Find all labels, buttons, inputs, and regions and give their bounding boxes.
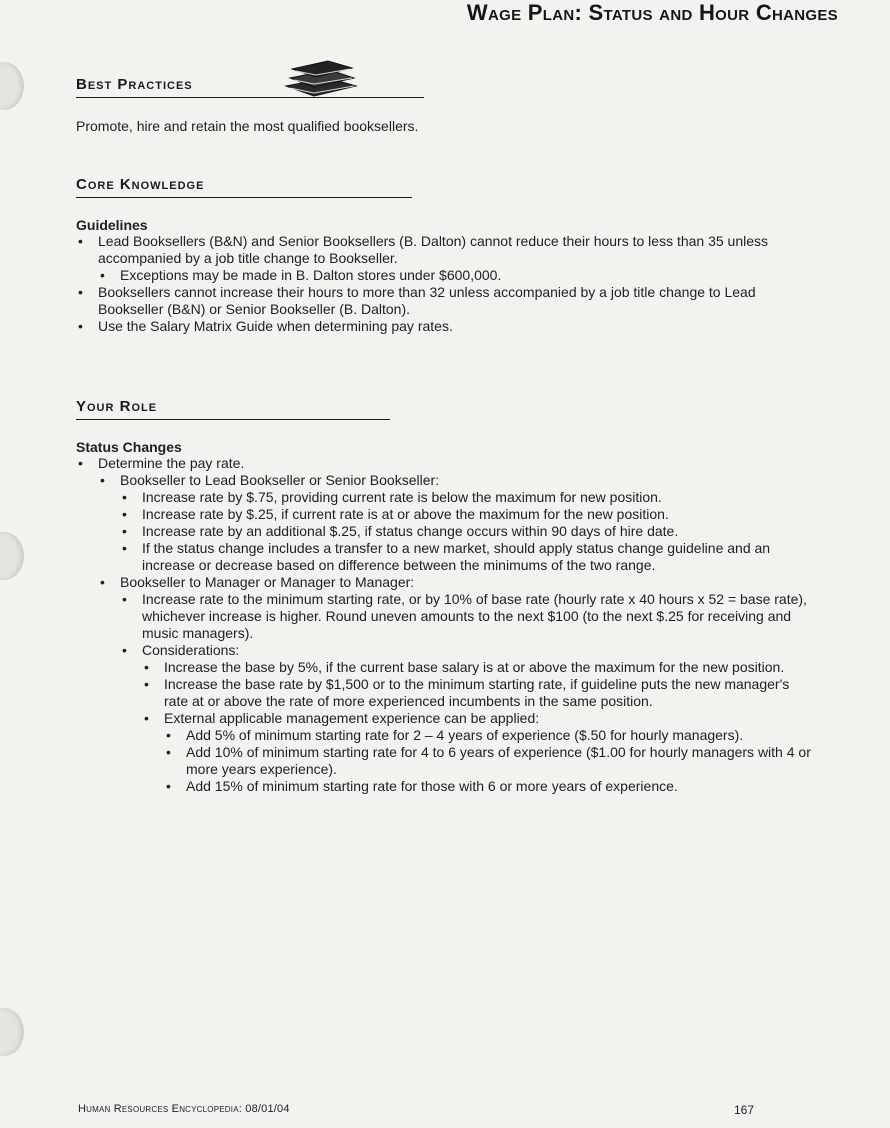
rule-text: Increase rate by $.75, providing current rate is below the maximum for new position. bbox=[142, 489, 662, 505]
guidelines-heading: Guidelines bbox=[76, 217, 148, 233]
rule-text: Increase rate by $.25, if current rate is at or above the maximum for the new position. bbox=[142, 506, 669, 522]
best-practices-body bbox=[76, 118, 836, 135]
list-item bbox=[76, 318, 822, 335]
list-item bbox=[164, 727, 814, 744]
list-item bbox=[76, 284, 822, 318]
list-item bbox=[76, 233, 822, 284]
list-item bbox=[98, 267, 822, 284]
binder-hole bbox=[0, 62, 24, 110]
heading-rule bbox=[76, 97, 424, 98]
best-practices-section bbox=[76, 76, 424, 98]
list-item bbox=[120, 489, 814, 506]
guideline-text: Exceptions may be made in B. Dalton stores under $600,000. bbox=[120, 267, 502, 283]
guideline-text: Lead Booksellers (B&N) and Senior Booksellers (B. Dalton) cannot reduce their hours to less than 35 unless accompanied by a job title change to Bookseller. bbox=[98, 233, 769, 266]
rule-text: External applicable management experience can be applied: bbox=[164, 710, 540, 726]
core-knowledge-section bbox=[76, 176, 412, 198]
your-role-heading: Your Role bbox=[76, 398, 158, 415]
page-title: Wage Plan: Status and Hour Changes bbox=[466, 0, 838, 25]
list-item bbox=[120, 523, 814, 540]
list-item bbox=[142, 710, 814, 795]
your-role-section bbox=[76, 398, 390, 420]
considerations-label: Considerations: bbox=[142, 642, 240, 658]
list-item bbox=[120, 540, 814, 574]
status-changes-block bbox=[76, 439, 814, 795]
core-knowledge-heading: Core Knowledge bbox=[76, 176, 205, 193]
list-item bbox=[98, 472, 814, 574]
status-changes-list bbox=[76, 455, 814, 795]
guideline-text: Booksellers cannot increase their hours to more than 32 unless accompanied by a job title change to Lead Bookseller (B&N) or Senior Bookseller (B. Dalton). bbox=[98, 284, 756, 317]
determine-text: Determine the pay rate. bbox=[98, 455, 245, 471]
list-item bbox=[164, 744, 814, 778]
rule-text: Increase rate by an additional $.25, if status change occurs within 90 days of hire date. bbox=[142, 523, 679, 539]
heading-rule bbox=[76, 197, 412, 198]
footer-source: Human Resources Encyclopedia: 08/01/04 bbox=[78, 1103, 290, 1115]
binder-hole bbox=[0, 1008, 24, 1056]
heading-rule bbox=[76, 419, 390, 420]
guidelines-block bbox=[76, 217, 822, 335]
list-item bbox=[76, 455, 814, 795]
list-item bbox=[120, 506, 814, 523]
best-practices-text: Promote, hire and retain the most qualified booksellers. bbox=[76, 118, 419, 134]
bookseller-to-lead-label: Bookseller to Lead Bookseller or Senior Bookseller: bbox=[120, 472, 440, 488]
rule-text: Increase rate to the minimum starting rate, or by 10% of base rate (hourly rate x 40 hours x 52 = base rate), whichever increase is higher. Round uneven amounts to the next $100 (to the next $.25 for receiving and music managers). bbox=[142, 591, 807, 641]
rule-text: Increase the base rate by $1,500 or to the minimum starting rate, if guideline puts the new manager's rate at or above the rate of more experienced incumbents in the same position. bbox=[164, 676, 790, 709]
list-item bbox=[120, 591, 814, 642]
rule-text: Add 15% of minimum starting rate for those with 6 or more years of experience. bbox=[186, 778, 678, 794]
list-item bbox=[142, 676, 814, 710]
best-practices-heading: Best Practices bbox=[76, 76, 193, 93]
rule-text: Add 5% of minimum starting rate for 2 – 4 years of experience ($.50 for hourly managers). bbox=[186, 727, 744, 743]
binder-hole bbox=[0, 532, 24, 580]
bookseller-to-manager-label: Bookseller to Manager or Manager to Manager: bbox=[120, 574, 415, 590]
list-item bbox=[120, 642, 814, 795]
list-item bbox=[164, 778, 814, 795]
list-item bbox=[98, 574, 814, 795]
list-item bbox=[142, 659, 814, 676]
rule-text: Add 10% of minimum starting rate for 4 to 6 years of experience ($1.00 for hourly managers with 4 or more years experience). bbox=[186, 744, 811, 777]
guidelines-list bbox=[76, 233, 822, 335]
books-icon bbox=[282, 56, 360, 100]
rule-text: Increase the base by 5%, if the current base salary is at or above the maximum for the new position. bbox=[164, 659, 785, 675]
rule-text: If the status change includes a transfer to a new market, should apply status change guideline and an increase or decrease based on difference between the minimums of the two range. bbox=[142, 540, 771, 573]
status-changes-heading: Status Changes bbox=[76, 439, 182, 455]
guideline-text: Use the Salary Matrix Guide when determining pay rates. bbox=[98, 318, 453, 334]
page-number: 167 bbox=[734, 1103, 755, 1117]
